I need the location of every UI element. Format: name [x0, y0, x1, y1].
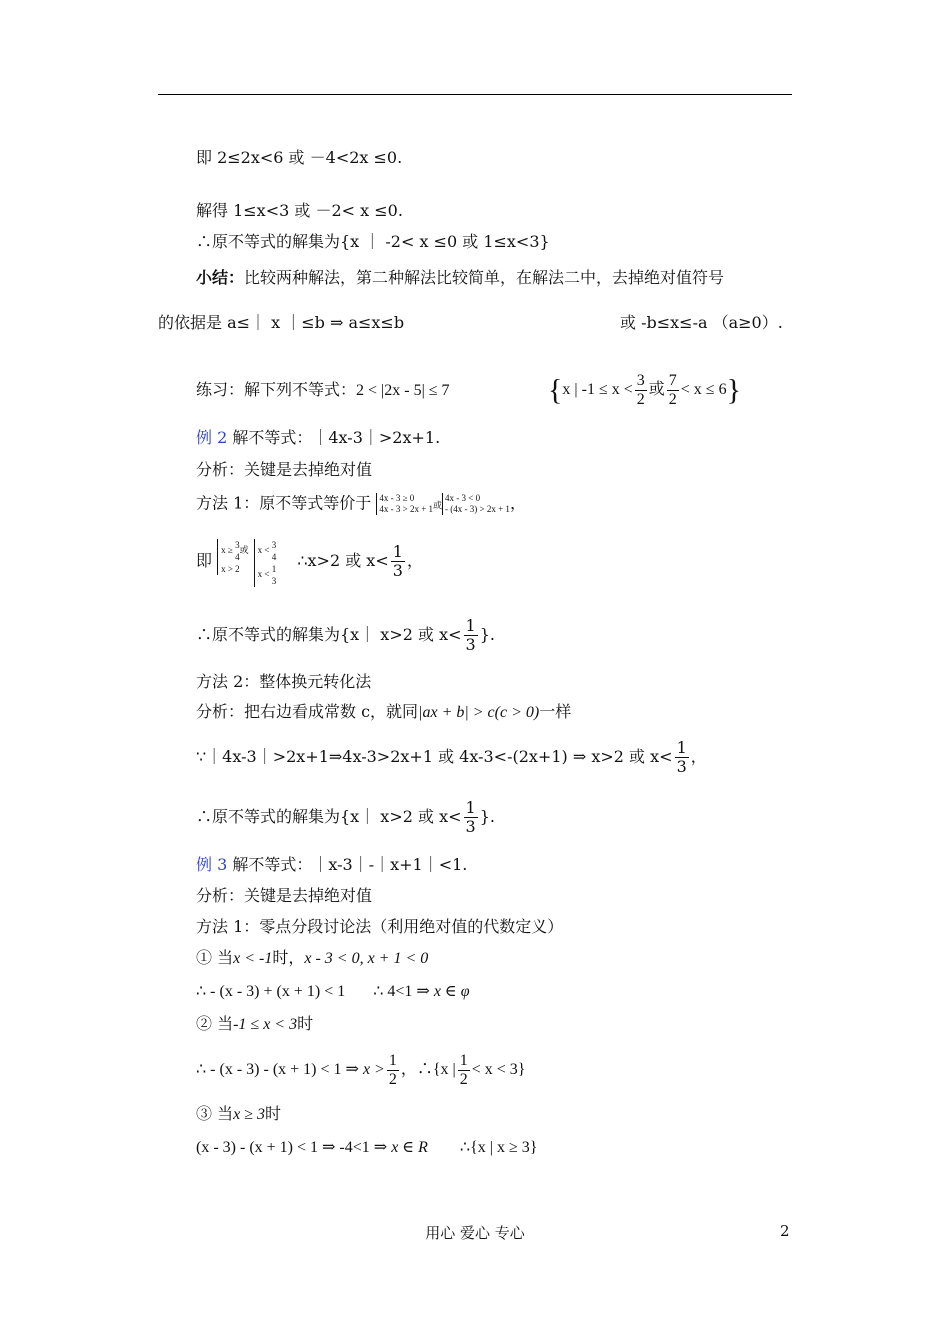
- case-1: [196, 948, 428, 969]
- header-rule: [158, 94, 792, 95]
- system-b: [442, 493, 510, 515]
- answer-or: 或: [648, 381, 665, 398]
- line-2: 解得 1≤x<3 或 －2< x ≤0.: [196, 201, 403, 220]
- case-1-cond: x < -1: [233, 950, 273, 967]
- fraction-num: 3: [235, 540, 240, 550]
- fraction-num: 3: [636, 371, 645, 389]
- answer-post: < x ≤ 6: [680, 381, 727, 398]
- fraction-num: 1: [465, 798, 476, 817]
- ji-system-a: [217, 539, 248, 575]
- system-or: 或: [433, 501, 443, 512]
- fraction-den: 2: [459, 1070, 468, 1088]
- fraction: [387, 1052, 399, 1089]
- fraction-num: 1: [271, 564, 277, 574]
- footer-text: 用心 爱心 专心: [425, 1224, 525, 1242]
- fraction: [675, 739, 689, 776]
- case-2-label: ② 当: [196, 1014, 234, 1033]
- summary-line-2b: 或 -b≤x≤-a （a≥0）.: [620, 313, 783, 332]
- ji-text: x ≥: [221, 545, 233, 556]
- fraction: [272, 539, 277, 563]
- case-3: [196, 1104, 281, 1125]
- example-3-label: 例 3: [196, 855, 228, 874]
- ji-text: x > 2: [221, 564, 240, 574]
- case-2-result-c: ，∴{x |: [400, 1061, 456, 1078]
- case-2-result-b: x >: [362, 1061, 385, 1078]
- system-b-line: 4x - 3 < 0: [445, 493, 481, 503]
- fraction: [272, 563, 277, 587]
- summary-line-2: 的依据是 a≤｜ x ｜≤b ⇒ a≤x≤b: [158, 313, 405, 332]
- line-1: 即 2≤2x<6 或 －4<2x ≤0.: [196, 148, 403, 167]
- example-3-text: 解不等式：｜x-3｜-｜x+1｜<1.: [232, 855, 468, 874]
- case-2-shi: 时: [297, 1014, 314, 1033]
- fraction-num: 1: [392, 542, 403, 561]
- exercise-line: [196, 380, 450, 401]
- line-3: ∴原不等式的解集为{x ｜ -2< x ≤0 或 1≤x<3}: [196, 232, 550, 251]
- fraction: [464, 617, 478, 654]
- case-1-result: [196, 982, 470, 1002]
- case-2-result-d: < x < 3}: [471, 1061, 526, 1078]
- left-brace: {: [548, 373, 563, 407]
- system-a: [376, 493, 433, 515]
- case-3-result-b: x ∈ R: [391, 1139, 428, 1156]
- because-line: [196, 736, 707, 778]
- answer-pre: x | -1 ≤ x <: [562, 381, 633, 398]
- fraction-num: 3: [271, 540, 277, 550]
- case-3-cond: x ≥ 3: [233, 1106, 265, 1123]
- fraction-den: 4: [271, 552, 277, 562]
- analysis-3: 分析：关键是去掉绝对值: [196, 886, 373, 905]
- fraction: [635, 372, 647, 409]
- comma: ，: [690, 747, 707, 766]
- case-2: [196, 1014, 313, 1035]
- right-brace: }: [726, 373, 741, 407]
- case-1-result-a: ∴ - (x - 3) + (x + 1) < 1: [196, 983, 346, 1000]
- fraction: [458, 1052, 470, 1089]
- case-2-result-a: ∴ - (x - 3) - (x + 1) < 1 ⇒: [196, 1061, 359, 1078]
- fraction: [391, 543, 405, 580]
- ji-text: x <: [257, 569, 270, 580]
- exercise-answer: [548, 366, 741, 414]
- system-a-line: 4x - 3 > 2x + 1: [379, 504, 434, 514]
- case-3-result-a: (x - 3) - (x + 1) < 1 ⇒ -4<1 ⇒: [196, 1139, 388, 1156]
- comma: ，: [406, 551, 423, 570]
- fraction-den: 3: [392, 561, 403, 580]
- ji-label: 即: [196, 551, 213, 570]
- case-2-result: [196, 1049, 525, 1091]
- comma: ，: [509, 493, 526, 513]
- case-1-label: ① 当: [196, 948, 234, 967]
- solution-1-text: ∴原不等式的解集为{x｜ x>2 或 x<: [196, 625, 462, 644]
- exercise-inequality: 2 < |2x - 5| ≤ 7: [356, 382, 450, 399]
- case-1-math: x - 3 < 0, x + 1 < 0: [304, 950, 429, 967]
- fraction-den: 2: [668, 390, 677, 408]
- ji-system-b: [254, 539, 277, 587]
- case-3-shi: 时: [264, 1104, 281, 1123]
- solution-1-end: }.: [479, 625, 495, 644]
- solution-2-text: ∴原不等式的解集为{x｜ x>2 或 x<: [196, 807, 462, 826]
- exercise-text: 练习：解下列不等式：: [196, 380, 357, 399]
- method-1: [196, 493, 526, 517]
- case-3-result: [196, 1138, 537, 1158]
- analysis-2-text: 分析：把右边看成常数 c，就同: [196, 702, 419, 721]
- analysis-2-math: |ax + b| > c(c > 0): [418, 704, 540, 721]
- solution-2: [196, 796, 495, 838]
- method-1-text: 方法 1：原不等式等价于: [196, 493, 372, 513]
- fraction-den: 3: [676, 757, 687, 776]
- case-2-cond: -1 ≤ x < 3: [233, 1016, 298, 1033]
- fraction-num: 1: [459, 1051, 468, 1069]
- fraction-num: 1: [388, 1051, 397, 1069]
- ji-line: [196, 537, 423, 587]
- case-1-result-c: x ∈ φ: [433, 983, 470, 1000]
- example-2: [196, 428, 440, 448]
- method-2: 方法 2：整体换元转化法: [196, 672, 372, 691]
- fraction: [667, 372, 679, 409]
- case-1-result-b: ∴ 4<1 ⇒: [373, 983, 430, 1000]
- solution-2-end: }.: [479, 807, 495, 826]
- fraction-den: 2: [388, 1070, 397, 1088]
- system-a-line: 4x - 3 ≥ 0: [379, 493, 415, 503]
- analysis-2-post: 一样: [539, 702, 572, 721]
- method-3: 方法 1：零点分段讨论法（利用绝对值的代数定义）: [196, 917, 564, 936]
- analysis-1: 分析：关键是去掉绝对值: [196, 460, 373, 479]
- example-2-text: 解不等式：｜4x-3｜>2x+1.: [232, 428, 441, 447]
- case-3-result-c: ∴{x | x ≥ 3}: [459, 1139, 538, 1156]
- ji-text: x <: [257, 545, 270, 556]
- case-3-label: ③ 当: [196, 1104, 234, 1123]
- fraction-num: 1: [676, 738, 687, 757]
- summary-label: 小结：: [196, 268, 245, 287]
- analysis-2: [196, 702, 571, 723]
- fraction-num: 1: [465, 616, 476, 635]
- because-text: ∵｜4x-3｜>2x+1⇒4x-3>2x+1 或 4x-3<-(2x+1) ⇒ x>2 或 x<: [196, 747, 673, 766]
- ji-result: ∴x>2 或 x<: [297, 551, 389, 570]
- fraction-den: 3: [465, 635, 476, 654]
- example-2-label: 例 2: [196, 428, 228, 447]
- fraction-den: 3: [271, 576, 277, 586]
- page-number: 2: [780, 1222, 790, 1240]
- solution-1: [196, 616, 495, 654]
- ji-or: 或: [239, 545, 249, 556]
- fraction-den: 2: [636, 390, 645, 408]
- case-1-shi: 时，: [272, 948, 305, 967]
- system-b-line: - (4x - 3) > 2x + 1: [445, 504, 510, 514]
- fraction-den: 3: [465, 817, 476, 836]
- example-3: [196, 855, 467, 875]
- fraction: [464, 799, 478, 836]
- summary-text: 比较两种解法，第二种解法比较简单，在解法二中，去掉绝对值符号: [244, 268, 725, 287]
- summary-line: [196, 268, 724, 288]
- fraction-den: 4: [235, 552, 240, 562]
- fraction-num: 7: [668, 371, 677, 389]
